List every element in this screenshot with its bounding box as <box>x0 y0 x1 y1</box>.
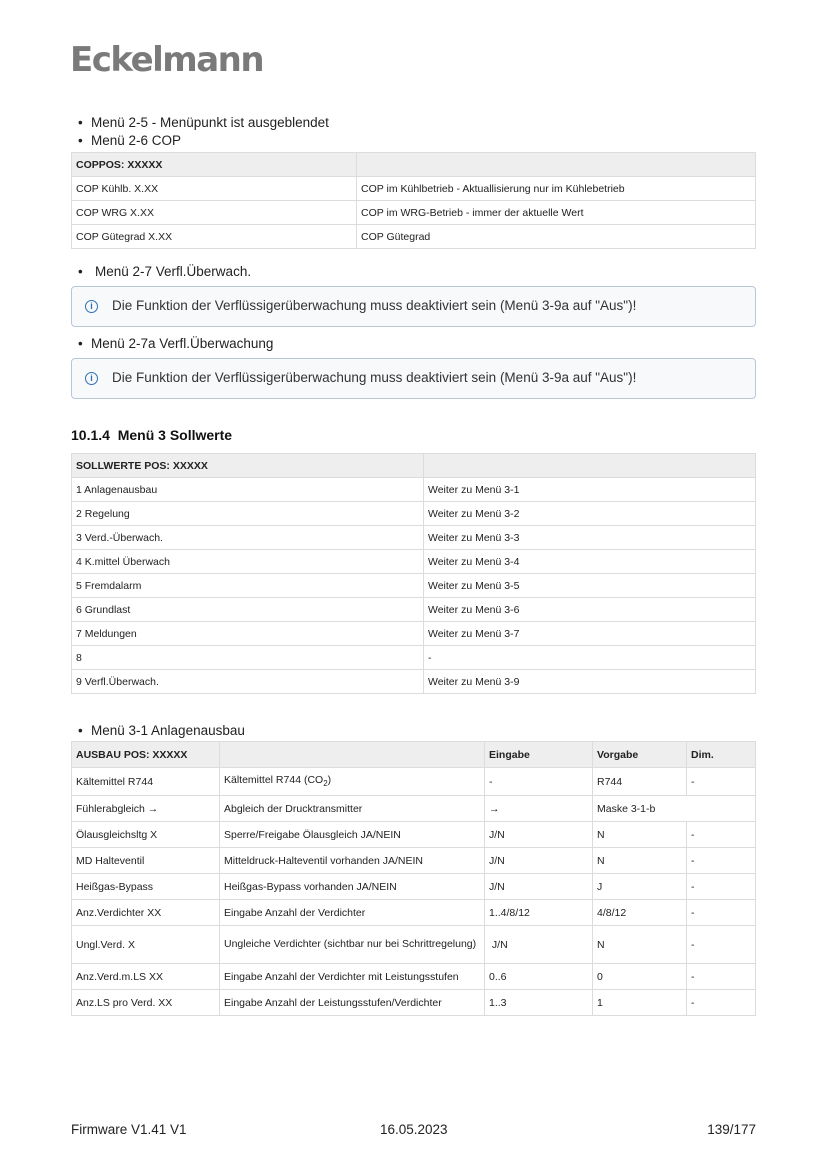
table-header-row <box>72 454 756 478</box>
sollwerte-table <box>71 453 756 694</box>
table-cell: Ungleiche Verdichter (sichtbar nur bei Schrittregelung) <box>220 926 485 964</box>
table-cell: Weiter zu Menü 3-1 <box>424 478 756 502</box>
table-cell: Eingabe Anzahl der Verdichter <box>220 900 485 926</box>
table-row <box>72 796 756 822</box>
table-cell: 0..6 <box>485 964 593 990</box>
table-cell: MD Halteventil <box>72 848 220 874</box>
table-row <box>72 622 756 646</box>
table-cell: Weiter zu Menü 3-3 <box>424 526 756 550</box>
table-cell: - <box>687 990 756 1016</box>
table-cell: - <box>687 822 756 848</box>
table-cell: Eingabe Anzahl der Verdichter mit Leistungsstufen <box>220 964 485 990</box>
table-row <box>72 502 756 526</box>
table-cell: - <box>687 964 756 990</box>
table-cell: Sperre/Freigabe Ölausgleich JA/NEIN <box>220 822 485 848</box>
table-cell: Ölausgleichsltg X <box>72 822 220 848</box>
table-cell: Kältemittel R744 <box>72 768 220 796</box>
bullet-menu-3-1: • Menü 3-1 Anlagenausbau <box>78 723 245 738</box>
table-cell: Kältemittel R744 $(CO_2)$ <box>220 768 485 796</box>
table-cell: J/N <box>485 926 593 964</box>
table-header-cell: AUSBAU POS: XXXXX <box>72 742 220 768</box>
info-icon: i <box>85 372 98 385</box>
table-header-cell: Eingabe <box>485 742 593 768</box>
footer-page-number: 139/177 <box>707 1122 756 1137</box>
brand-logo: Eckelmann <box>70 40 264 80</box>
bullet-menu-2-5: • Menü 2-5 - Menüpunkt ist ausgeblendet <box>78 115 329 130</box>
info-callout: i Die Funktion der Verflüssigerüberwachung muss deaktiviert sein (Menü 3-9a auf "Aus")! <box>71 286 756 327</box>
table-cell: N <box>593 848 687 874</box>
table-cell: 4 K.mittel Überwach <box>72 550 424 574</box>
table-cell: Ungl.Verd. X <box>72 926 220 964</box>
bullet-menu-2-7: • Menü 2-7 Verfl.Überwach. <box>78 264 252 279</box>
table-row <box>72 225 756 249</box>
bullet-menu-2-6: • Menü 2-6 COP <box>78 133 182 148</box>
table-header-cell: Dim. <box>687 742 756 768</box>
table-cell: - <box>424 646 756 670</box>
table-cell: COP Gütegrad X.XX <box>72 225 357 249</box>
table-header-cell: COPPOS: XXXXX <box>72 153 357 177</box>
table-row <box>72 478 756 502</box>
table-row <box>72 874 756 900</box>
table-cell: 8 <box>72 646 424 670</box>
table-cell: 0 <box>593 964 687 990</box>
table-cell: COP WRG X.XX <box>72 201 357 225</box>
table-row <box>72 990 756 1016</box>
table-cell: J/N <box>485 874 593 900</box>
table-row <box>72 926 756 964</box>
table-cell: - <box>485 768 593 796</box>
section-heading: 10.1.4 Menü 3 Sollwerte <box>71 427 233 443</box>
table-header-cell <box>357 153 756 177</box>
table-row <box>72 574 756 598</box>
table-row <box>72 526 756 550</box>
table-cell: 2 Regelung <box>72 502 424 526</box>
table-cell: Weiter zu Menü 3-6 <box>424 598 756 622</box>
table-cell: COP Kühlb. X.XX <box>72 177 357 201</box>
table-cell: - <box>687 874 756 900</box>
table-cell: J <box>593 874 687 900</box>
table-cell: J/N <box>485 848 593 874</box>
table-cell: Abgleich der Drucktransmitter <box>220 796 485 822</box>
table-cell: COP im Kühlbetrieb - Aktuallisierung nur im Kühlebetrieb <box>357 177 756 201</box>
table-cell: Maske 3-1-b <box>593 796 756 822</box>
info-callout: i Die Funktion der Verflüssigerüberwachung muss deaktiviert sein (Menü 3-9a auf "Aus")! <box>71 358 756 399</box>
table-row <box>72 201 756 225</box>
table-cell: 1..4/8/12 <box>485 900 593 926</box>
table-cell: 6 Grundlast <box>72 598 424 622</box>
bullet-menu-2-7a: • Menü 2-7a Verfl.Überwachung <box>78 336 274 351</box>
table-row <box>72 768 756 796</box>
table-cell: 1..3 <box>485 990 593 1016</box>
footer-firmware: Firmware V1.41 V1 <box>71 1122 187 1137</box>
table-row <box>72 177 756 201</box>
table-cell: J/N <box>485 822 593 848</box>
table-cell: N <box>593 822 687 848</box>
table-cell: 5 Fremdalarm <box>72 574 424 598</box>
table-cell: 3 Verd.-Überwach. <box>72 526 424 550</box>
table-cell: 4/8/12 <box>593 900 687 926</box>
table-cell: - <box>687 848 756 874</box>
info-icon: i <box>85 300 98 313</box>
table-cell: Weiter zu Menü 3-2 <box>424 502 756 526</box>
table-row <box>72 550 756 574</box>
table-row <box>72 598 756 622</box>
table-cell: COP Gütegrad <box>357 225 756 249</box>
table-header-cell: Vorgabe <box>593 742 687 768</box>
table-header-cell <box>424 454 756 478</box>
table-cell: Mitteldruck-Halteventil vorhanden JA/NEIN <box>220 848 485 874</box>
table-row <box>72 848 756 874</box>
table-cell: Eingabe Anzahl der Leistungsstufen/Verdichter <box>220 990 485 1016</box>
table-cell: Anz.Verdichter XX <box>72 900 220 926</box>
table-cell: Fühlerabgleich → <box>72 796 220 822</box>
footer-date: 16.05.2023 <box>380 1122 448 1137</box>
table-cell: Weiter zu Menü 3-7 <box>424 622 756 646</box>
table-cell: N <box>593 926 687 964</box>
cop-table <box>71 152 756 249</box>
table-header-row <box>72 742 756 768</box>
table-cell: 1 <box>593 990 687 1016</box>
table-cell: Weiter zu Menü 3-4 <box>424 550 756 574</box>
table-row <box>72 670 756 694</box>
table-cell: - <box>687 768 756 796</box>
table-cell: 1 Anlagenausbau <box>72 478 424 502</box>
table-row <box>72 900 756 926</box>
table-cell: Heißgas-Bypass <box>72 874 220 900</box>
table-row <box>72 822 756 848</box>
ausbau-table <box>71 741 756 1016</box>
table-cell: - <box>687 926 756 964</box>
table-cell: 9 Verfl.Überwach. <box>72 670 424 694</box>
table-header-cell: SOLLWERTE POS: XXXXX <box>72 454 424 478</box>
table-cell: 7 Meldungen <box>72 622 424 646</box>
table-cell: COP im WRG-Betrieb - immer der aktuelle Wert <box>357 201 756 225</box>
table-header-row <box>72 153 756 177</box>
table-cell: → <box>485 796 593 822</box>
table-cell: Weiter zu Menü 3-9 <box>424 670 756 694</box>
table-cell: R744 <box>593 768 687 796</box>
table-cell: - <box>687 900 756 926</box>
table-cell: Weiter zu Menü 3-5 <box>424 574 756 598</box>
table-row <box>72 964 756 990</box>
table-cell: Heißgas-Bypass vorhanden JA/NEIN <box>220 874 485 900</box>
table-row <box>72 646 756 670</box>
table-cell: Anz.LS pro Verd. XX <box>72 990 220 1016</box>
table-cell: Anz.Verd.m.LS XX <box>72 964 220 990</box>
table-header-cell <box>220 742 485 768</box>
